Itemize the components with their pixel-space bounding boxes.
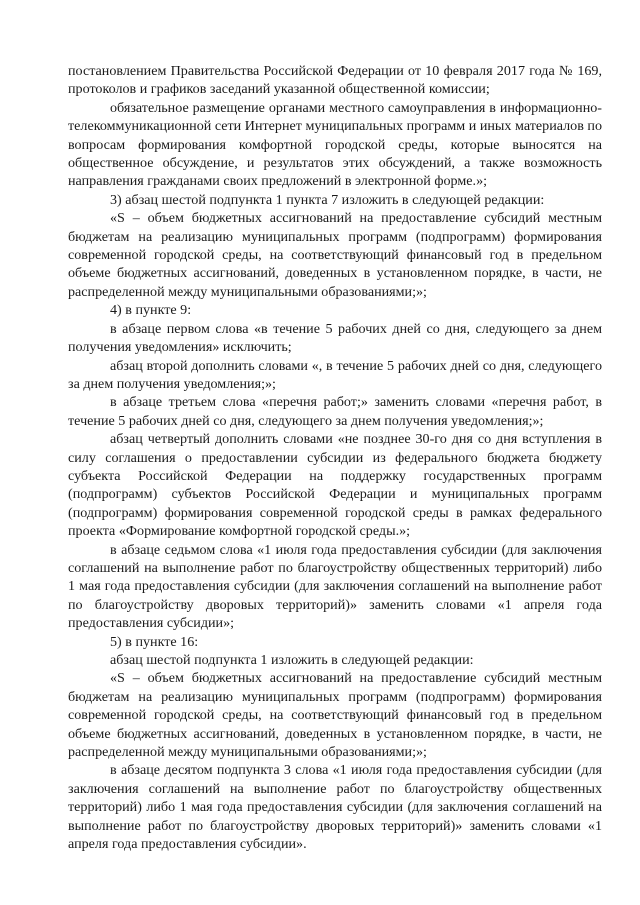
paragraph-abzac-3: в абзаце третьем слова «перечня работ;» заменить словами «перечня работ, в течение 5 рабочих дней со дня, следующего за днем получения уведомления;»; (68, 394, 602, 429)
paragraph-item-5: 5) в пункте 16: (110, 633, 199, 650)
paragraph-abzac-2: абзац второй дополнить словами «, в течение 5 рабочих дней со дня, следующего за днем получения уведомления;»; (68, 357, 602, 392)
paragraph-continuation: постановлением Правительства Российской Федерации от 10 февраля 2017 года № 169, протоколов и графиков заседаний указанной общественной комиссии; (68, 63, 602, 98)
paragraph-item-3: 3) абзац шестой подпункта 1 пункта 7 изложить в следующей редакции: (110, 191, 545, 208)
paragraph-item-4: 4) в пункте 9: (110, 302, 192, 319)
paragraph-formula-s-2: «S – объем бюджетных ассигнований на предоставление субсидий местным бюджетам на реализацию муниципальных программ (подпрограмм) формирования современной городской среды, на соответствующий финансовый год в предельном объеме бюджетных ассигнований, доведенных в установленном порядке, в части, не распределенной между муниципальными образованиями;»; (68, 670, 602, 761)
paragraph-abzac-10-sub-3: в абзаце десятом подпункта 3 слова «1 июля года предоставления субсидии (для заключения соглашений на выполнение работ по благоустройству общественных территорий) либо 1 мая года предоставления субсидии (для заключения соглашений на выполнение работ по благоустройству дворовых территорий)» заменить словами «1 апреля года предоставления субсидии». (68, 762, 602, 853)
paragraph-abzac-1: в абзаце первом слова «в течение 5 рабочих дней со дня, следующего за днем получения уведомления» исключить; (68, 320, 602, 356)
paragraph-abzac-4: абзац четвертый дополнить словами «не позднее 30-го дня со дня вступления в силу соглашения о предоставлении субсидии из федерального бюджета бюджету субъекта Российской Федерации на поддержку государственных программ (подпрограмм) субъектов Российской Федерации и муниципальных программ (подпрограмм) формирования современной городской среды в рамках федерального проекта «Формирование комфортной городской среды.»; (68, 431, 602, 540)
paragraph-abzac-7: в абзаце седьмом слова «1 июля года предоставления субсидии (для заключения соглашений на выполнение работ по благоустройству общественных территорий) либо 1 мая года предоставления субсидии (для заключения соглашений на выполнение работ по благоустройству дворовых территорий)» заменить словами «1 апреля года предоставления субсидии»; (68, 541, 602, 632)
paragraph-formula-s-1: «S – объем бюджетных ассигнований на предоставление субсидий местным бюджетам на реализацию муниципальных программ (подпрограмм) формирования современной городской среды, на соответствующий финансовый год в предельном объеме бюджетных ассигнований, доведенных в установленном порядке, в части, не распределенной между муниципальными образованиями;»; (68, 210, 602, 300)
paragraph-abzac-6-sub-1: абзац шестой подпункта 1 изложить в следующей редакции: (110, 652, 474, 668)
paragraph-mandatory-placement: обязательное размещение органами местного самоуправления в информационно-телекоммуникационной сети Интернет муниципальных программ и иных материалов по вопросам формирования комфортной городской среды, которые выносятся на общественное обсуждение, и результатов этих обсуждений, а также возможность направления гражданами своих предложений в электронной форме.»; (68, 99, 602, 190)
